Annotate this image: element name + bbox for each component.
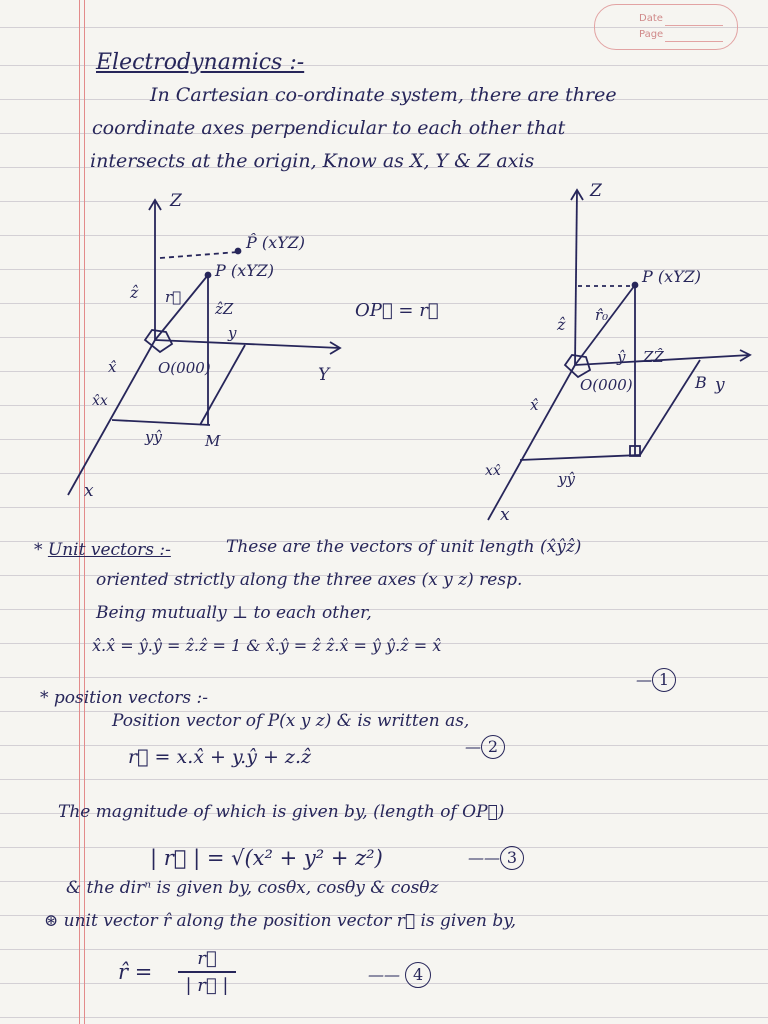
right-x-axis (488, 365, 575, 520)
right-yy-label: yŷ (558, 470, 575, 488)
position-vectors-line-1: Position vector of P(x y z) & is written as, (112, 711, 470, 731)
intro-line-1: In Cartesian co-ordinate system, there are three (150, 84, 617, 106)
right-z-hat-label: ẑ (557, 315, 566, 334)
eq-circle-1: 1 (652, 668, 676, 692)
position-vectors-heading: * position vectors :- (40, 688, 209, 708)
left-yy-label: yŷ (145, 428, 162, 446)
unit-vectors-equation: x̂.x̂ = ŷ.ŷ = ẑ.ẑ = 1 & x̂.ŷ = ẑ ẑ.x̂ = ŷ ŷ.ẑ = x̂ (92, 636, 442, 655)
right-p-label: P (xYZ) (642, 267, 702, 286)
unit-vector-text: ⊛ unit vector r̂ along the position vector r⃗ is given by, (44, 911, 517, 931)
left-z-label: Z (170, 191, 182, 211)
magnitude-text: The magnitude of which is given by, (length of OP⃗) (58, 802, 505, 822)
equation-number-3: —— 3 (468, 846, 524, 870)
left-p-prime-label: P̂ (xYZ) (246, 233, 306, 252)
unit-vectors-line-2: oriented strictly along the three axes (x y z) resp. (96, 570, 523, 590)
page-label: Page (639, 29, 664, 40)
fraction-bar (178, 971, 236, 973)
equation-number-2: — 2 (465, 735, 505, 759)
right-origin-label: O(000) (580, 376, 633, 394)
right-b-label: B (695, 373, 707, 392)
right-zz-label: ZẐ (643, 348, 664, 366)
right-z-label: Z (590, 181, 602, 201)
left-x-hat-label: x̂ (108, 358, 117, 376)
left-zz-label: ẑZ (215, 300, 234, 318)
eq-circle-3: 3 (500, 846, 524, 870)
right-box-edge (640, 360, 700, 455)
left-point-p-prime (236, 249, 241, 254)
right-y-label: y (715, 375, 725, 395)
right-r0-label: r̂₀ (595, 306, 609, 324)
right-origin-marker (565, 355, 590, 377)
right-x-label: x (500, 505, 510, 525)
left-dashed-line (160, 252, 238, 258)
left-z-hat-label: ẑ (130, 283, 139, 302)
unit-vectors-heading-text: Unit vectors :- (47, 540, 171, 560)
page-title: Electrodynamics :- (96, 50, 305, 75)
right-point-p (633, 283, 638, 288)
right-xx-label: xx̂ (485, 463, 501, 479)
left-y-axis (155, 340, 340, 348)
left-p-label: P (xYZ) (215, 261, 275, 280)
unit-vector-fraction (172, 948, 242, 996)
right-box-edge (520, 455, 640, 460)
equation-number-4: —— 4 (368, 962, 431, 988)
left-r-vec-label: r⃗ (165, 288, 182, 306)
unit-vectors-line-3: Being mutually ⊥ to each other, (96, 603, 372, 623)
op-equation: OP⃗ = r⃗ (355, 300, 439, 321)
fraction-numerator: r⃗ (197, 948, 217, 969)
intro-line-3: intersects at the origin, Know as X, Y & Z axis (90, 150, 535, 172)
unit-vectors-heading: * Unit vectors :- (34, 540, 171, 560)
left-y-label: Y (318, 365, 330, 385)
left-point-p (206, 273, 211, 278)
unit-vector-equation-lhs: r̂ = (118, 960, 153, 984)
unit-vectors-line-1: These are the vectors of unit length (x̂ŷẑ) (226, 537, 582, 557)
right-x-hat-label: x̂ (530, 396, 539, 414)
left-box-edge (200, 345, 245, 425)
position-vectors-heading-text: position vectors :- (53, 688, 209, 708)
left-y-small-label: y (228, 324, 237, 342)
equation-number-1: — 1 (636, 668, 676, 692)
fraction-denominator: | r⃗ | (185, 974, 229, 996)
left-m-label: M (205, 432, 221, 450)
eq-circle-2: 2 (481, 735, 505, 759)
position-vector-equation: r⃗ = x.x̂ + y.ŷ + z.ẑ (128, 746, 311, 768)
left-xx-label: x̂x (92, 393, 108, 409)
right-z-axis (575, 190, 577, 365)
direction-text: & the dirⁿ is given by, cosθx, cosθy & cosθz (66, 878, 439, 898)
intro-line-2: coordinate axes perpendicular to each other that (92, 117, 566, 139)
right-position-vector (575, 285, 635, 365)
left-origin-label: O(000) (158, 359, 211, 377)
unit-vector-text-body: unit vector r̂ along the position vector r⃗ is given by, (63, 911, 517, 931)
left-box-edge (112, 420, 210, 425)
date-label: Date (639, 13, 663, 24)
eq-circle-4: 4 (405, 962, 431, 988)
right-y-hat-label: ŷ (617, 348, 626, 366)
left-position-vector (155, 275, 208, 340)
magnitude-equation: | r⃗ | = √(x² + y² + z²) (150, 846, 383, 870)
left-x-label: x (84, 481, 94, 501)
